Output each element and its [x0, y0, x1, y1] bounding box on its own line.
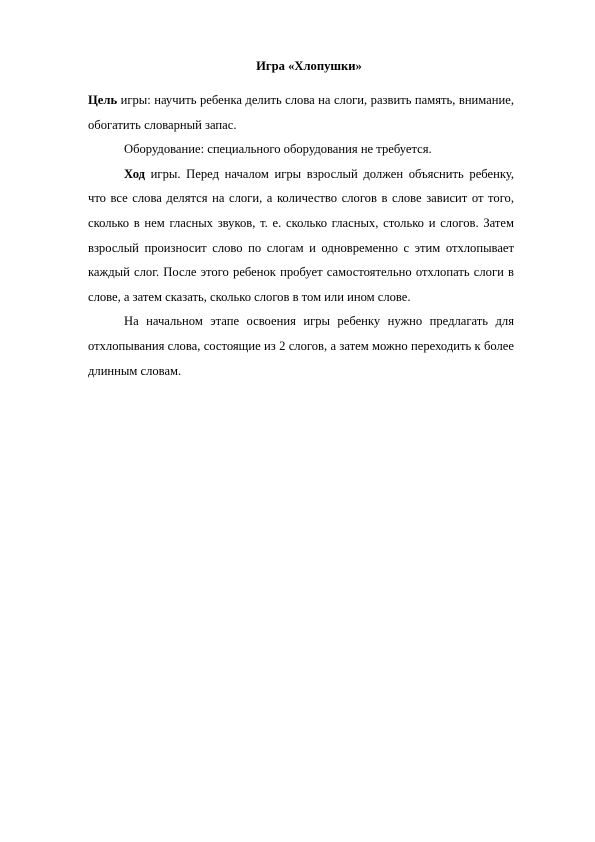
goal-text: игры: научить ребенка делить слова на слоги, развить память, внимание, обогатить словарный запас. [88, 93, 514, 132]
goal-paragraph [88, 88, 514, 137]
document-title: Игра «Хлопушки» [256, 59, 362, 73]
course-paragraph [88, 162, 514, 310]
goal-label: Цель [88, 93, 118, 107]
course-text: игры. Перед началом игры взрослый должен объяснить ребенку, что все слова делятся на слоги, а количество слогов в слове зависит от того, сколько в нем гласных звуков, т. е. сколько гласных, столько и слогов. Затем взрослый произносит слово по слогам и одновременно с этим отхлопывает каждый слог. После этого ребенок пробует самостоятельно отхлопать слоги в слове, а затем сказать, сколько слогов в том или ином слове. [88, 166, 514, 304]
course-label: Ход [124, 166, 146, 181]
equipment-paragraph: Оборудование: специального оборудования не требуется. [124, 142, 432, 157]
document-body [88, 54, 514, 383]
stage-paragraph: На начальном этапе освоения игры ребенку нужно предлагать для отхлопывания слова, состоящие из 2 слогов, а затем можно переходить к более длинным словам. [88, 314, 514, 378]
